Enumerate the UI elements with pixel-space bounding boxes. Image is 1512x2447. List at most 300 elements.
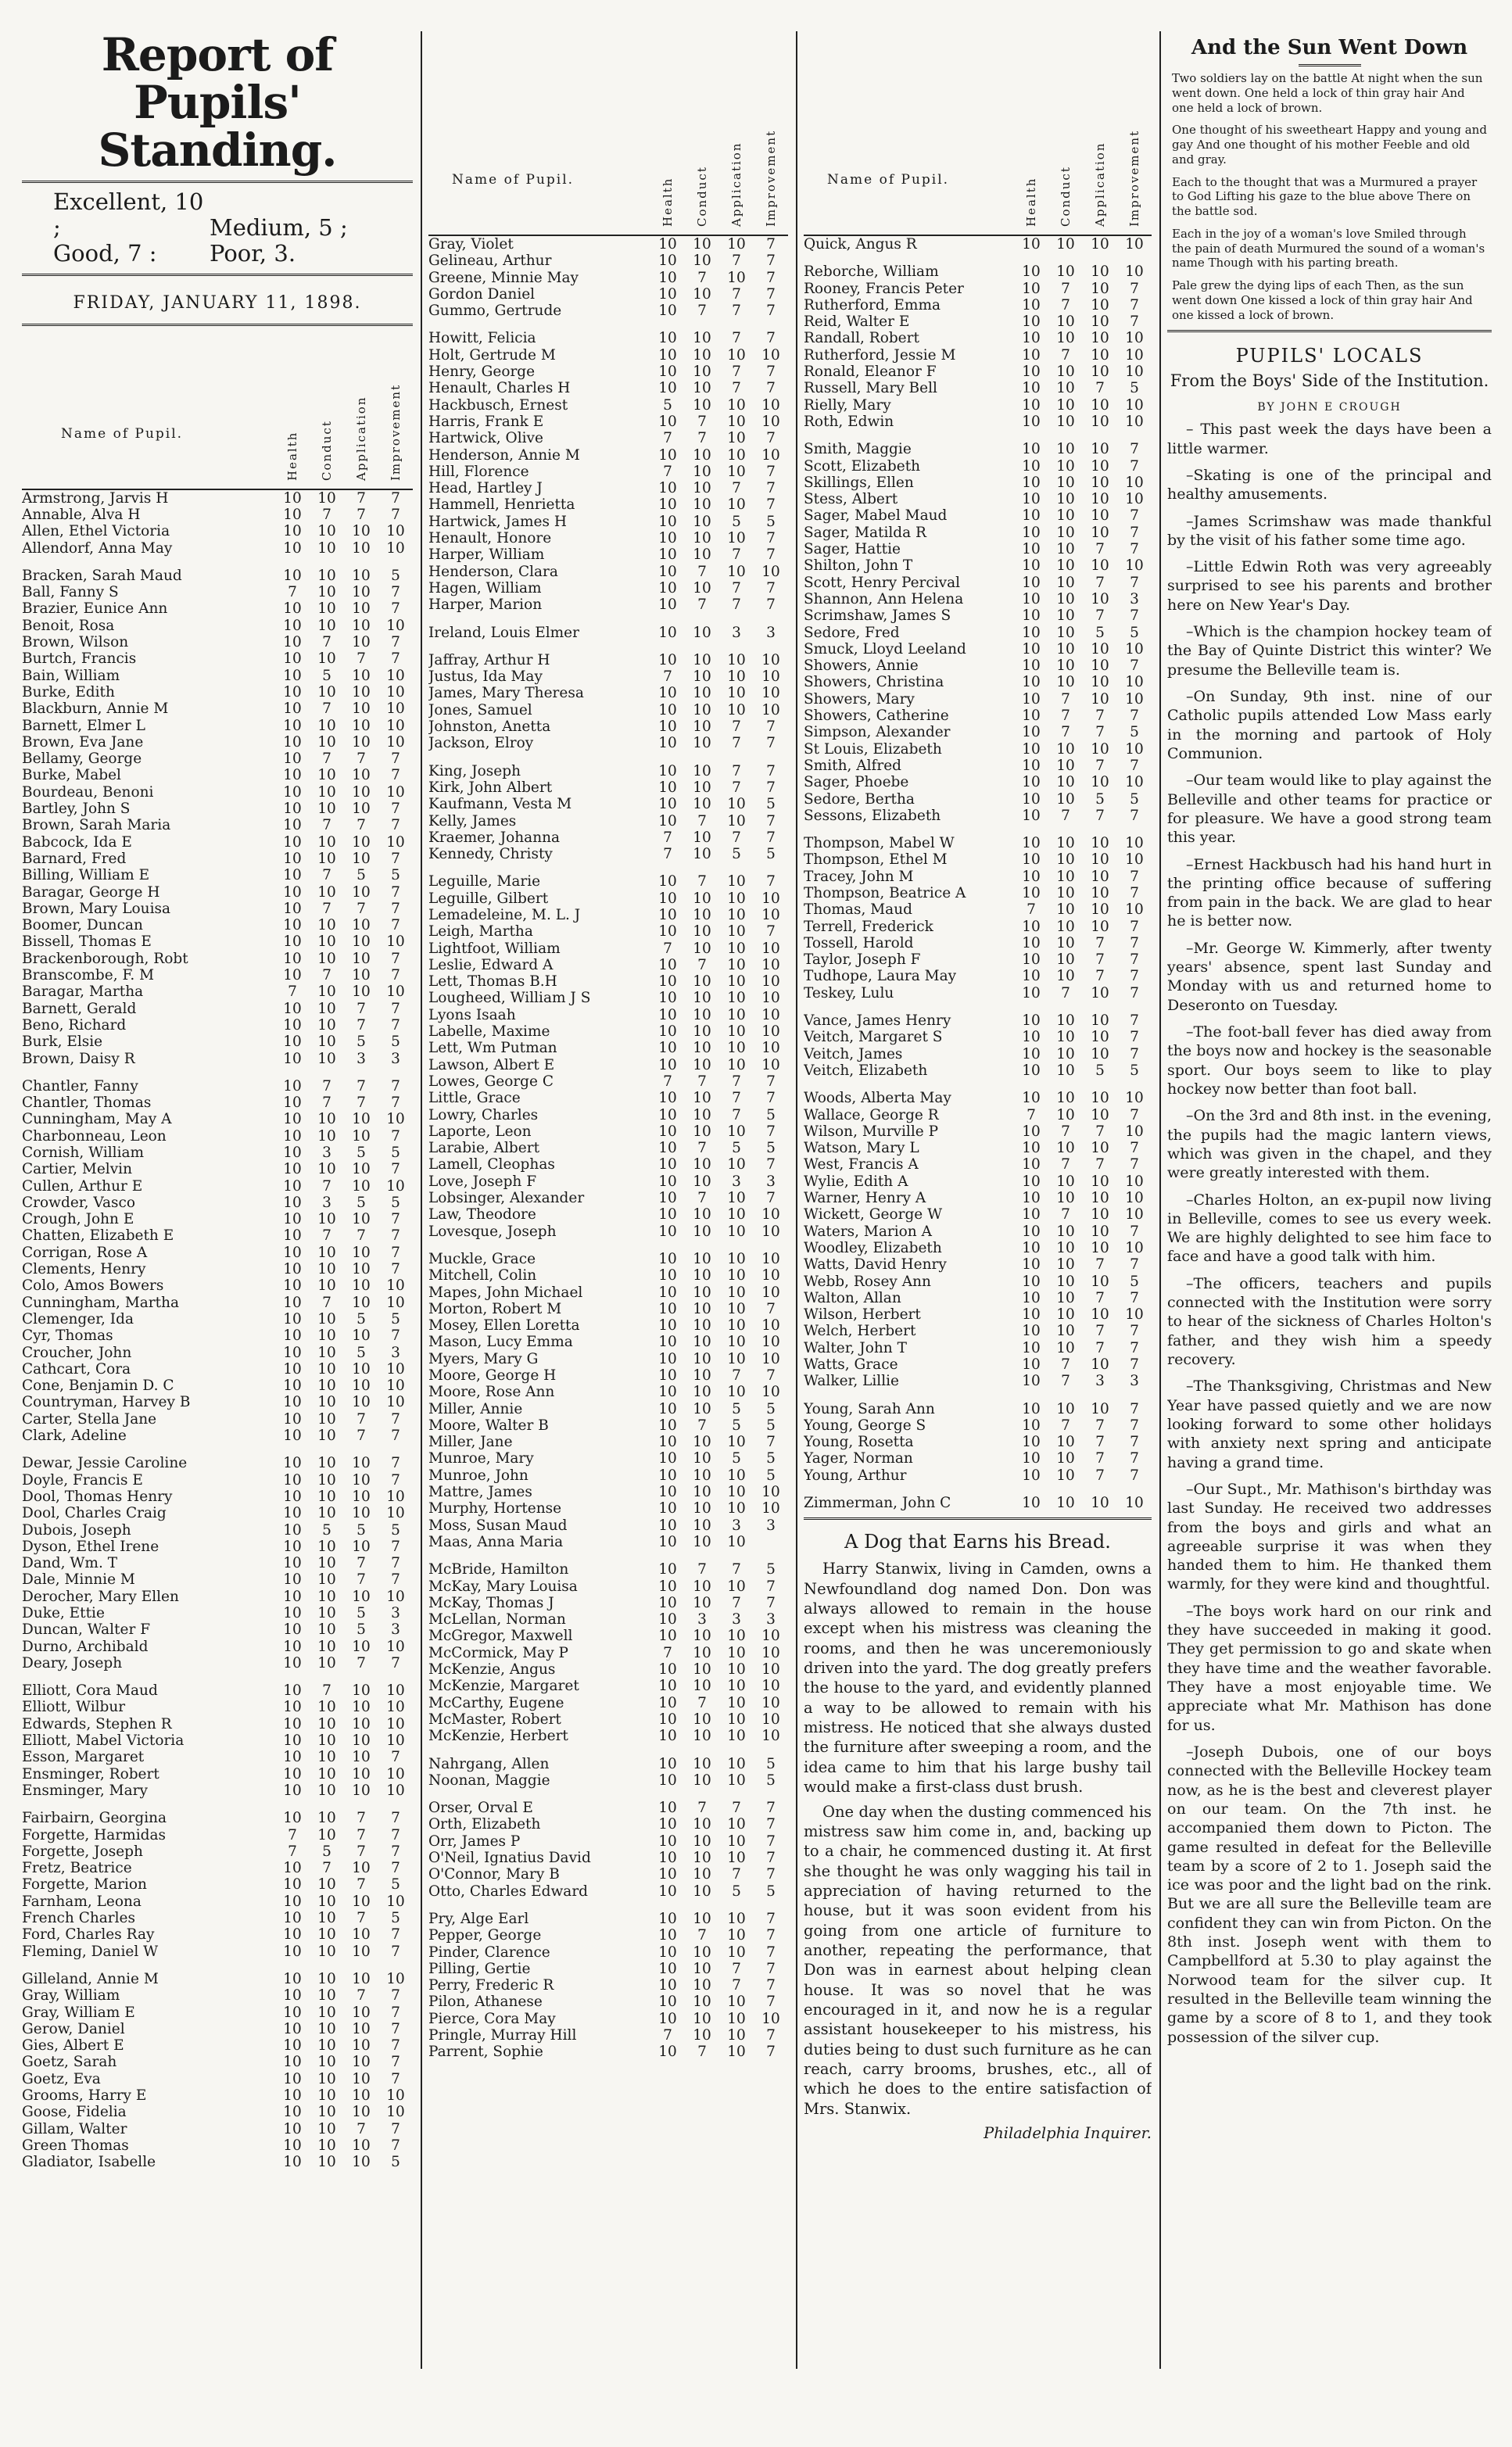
pupil-row (428, 1800, 788, 1816)
score-conduct: 10 (317, 717, 336, 734)
grade-excellent: Excellent, 10 ; (53, 188, 204, 242)
pupil-row (428, 1883, 788, 1900)
score-health: 10 (283, 733, 302, 751)
score-improvement: 7 (766, 330, 776, 347)
score-application: 10 (352, 1715, 371, 1732)
score-application: 7 (1095, 807, 1105, 824)
pupil-name: Jaffray, Arthur H (428, 651, 550, 668)
score-application: 10 (352, 767, 371, 784)
score-application: 10 (352, 683, 371, 700)
score-conduct: 7 (322, 1177, 331, 1195)
pupil-name: Durno, Archibald (22, 1638, 149, 1655)
score-application: 10 (352, 600, 371, 618)
score-health: 10 (1022, 1190, 1041, 1207)
score-conduct: 10 (1056, 1045, 1075, 1062)
score-health: 10 (283, 917, 302, 934)
group-gap (804, 1484, 1152, 1495)
score-health: 10 (1022, 640, 1041, 657)
col-application-header: Application (729, 142, 743, 227)
score-conduct: 10 (1056, 1495, 1075, 1512)
score-conduct: 10 (1056, 263, 1075, 281)
score-application: 7 (1095, 724, 1105, 741)
score-conduct: 7 (697, 1140, 707, 1157)
pupil-name: Walker, Lillie (804, 1373, 899, 1390)
pupil-name: Bellamy, George (22, 751, 142, 768)
score-health: 10 (283, 833, 302, 851)
pupil-name: Bissell, Thomas E (22, 933, 152, 951)
score-conduct: 10 (693, 906, 711, 923)
pupil-row (22, 1749, 413, 1765)
score-health: 10 (283, 1749, 302, 1766)
score-improvement: 10 (761, 1284, 780, 1301)
score-health: 10 (658, 346, 677, 364)
pupil-row (22, 1111, 413, 1127)
pupil-name: Lett, Thomas B.H (428, 973, 557, 991)
score-improvement: 10 (386, 783, 405, 801)
score-application: 10 (727, 1190, 746, 1207)
score-health: 10 (658, 779, 677, 796)
score-health: 10 (658, 1500, 677, 1517)
score-conduct: 7 (322, 634, 331, 651)
pupil-name: Nahrgang, Allen (428, 1755, 550, 1772)
score-application: 10 (1091, 1106, 1109, 1123)
pupil-name: Smuck, Lloyd Leeland (804, 640, 966, 657)
pupil-name: Forgette, Harmidas (22, 1826, 167, 1843)
pupil-name: Head, Hartley J (428, 480, 543, 497)
score-improvement: 5 (391, 867, 400, 884)
score-conduct: 10 (693, 1678, 711, 1695)
score-improvement: 7 (1130, 1450, 1139, 1467)
score-application: 7 (357, 1077, 366, 1095)
score-health: 10 (658, 1056, 677, 1073)
score-improvement: 7 (391, 967, 400, 984)
score-health: 10 (283, 1732, 302, 1750)
pupil-row (428, 1994, 788, 2010)
pupil-name: Showers, Christina (804, 674, 944, 691)
score-conduct: 10 (1056, 491, 1075, 508)
score-application: 5 (732, 1417, 741, 1434)
pupil-row (22, 1178, 413, 1195)
pupil-row (22, 2054, 413, 2070)
score-improvement: 7 (1130, 607, 1139, 625)
score-application: 10 (352, 1161, 371, 1178)
pupil-row (804, 557, 1152, 574)
pupil-row (804, 691, 1152, 708)
score-conduct: 7 (1061, 1206, 1070, 1224)
pupil-name: Grooms, Harry E (22, 2087, 147, 2105)
score-health: 10 (283, 2070, 302, 2087)
score-improvement: 7 (766, 2026, 776, 2044)
pupil-row (428, 1850, 788, 1866)
pupil-row (22, 1295, 413, 1311)
score-health: 10 (1022, 951, 1041, 969)
pupil-name: Ireland, Louis Elmer (428, 624, 579, 641)
score-application: 10 (1091, 346, 1109, 364)
score-conduct: 10 (317, 1211, 336, 1228)
group-gap (804, 1390, 1152, 1401)
score-conduct: 10 (693, 546, 711, 564)
pupil-name: Jones, Samuel (428, 701, 532, 718)
score-conduct: 10 (317, 1378, 336, 1395)
score-conduct: 7 (1061, 984, 1070, 1001)
score-application: 10 (727, 1206, 746, 1224)
pupil-name: Smith, Maggie (804, 441, 912, 458)
pupil-name: French Charles (22, 1910, 136, 1927)
pupil-name: Henault, Charles H (428, 380, 571, 397)
pupil-name: Duke, Ettie (22, 1605, 105, 1621)
score-application: 7 (357, 1987, 366, 2005)
score-application: 10 (352, 1505, 371, 1522)
score-health: 10 (658, 1561, 677, 1578)
pupil-name: Baragar, George H (22, 883, 160, 901)
score-health: 10 (283, 667, 302, 684)
score-conduct: 10 (693, 796, 711, 813)
pupil-name: Boomer, Duncan (22, 917, 143, 934)
score-application: 5 (357, 1034, 366, 1051)
score-conduct: 3 (322, 1144, 331, 1161)
score-conduct: 10 (317, 1488, 336, 1505)
score-conduct: 10 (693, 624, 711, 641)
standings-list-2 (428, 236, 788, 2061)
score-application: 10 (352, 1926, 371, 1944)
pupil-row (428, 597, 788, 613)
score-conduct: 10 (693, 1661, 711, 1679)
score-improvement: 7 (391, 1749, 400, 1766)
score-conduct: 10 (317, 917, 336, 934)
score-health: 10 (283, 1095, 302, 1112)
score-improvement: 7 (391, 489, 400, 507)
score-conduct: 10 (317, 1571, 336, 1589)
score-application: 10 (352, 1860, 371, 1877)
score-health: 10 (1022, 1173, 1041, 1190)
score-improvement: 7 (391, 600, 400, 618)
pupil-name: Watts, Grace (804, 1356, 898, 1373)
pupil-name: Branscombe, F. M (22, 967, 155, 984)
pupil-name: Bartley, John S (22, 801, 131, 818)
group-gap (22, 1960, 413, 1971)
score-improvement: 7 (766, 762, 776, 779)
score-application: 10 (727, 236, 746, 253)
score-application: 7 (1095, 968, 1105, 985)
score-health: 10 (283, 1926, 302, 1944)
pupil-row (428, 1977, 788, 1994)
score-health: 7 (663, 668, 672, 686)
pupil-row (22, 1034, 413, 1050)
pupil-row (22, 951, 413, 967)
pupil-row (22, 1571, 413, 1588)
score-improvement: 7 (766, 1594, 776, 1611)
score-application: 10 (727, 973, 746, 991)
score-conduct: 10 (317, 1538, 336, 1555)
score-improvement: 7 (766, 579, 776, 597)
score-health: 10 (658, 1533, 677, 1550)
pupil-row (428, 1711, 788, 1728)
score-application: 10 (1091, 1495, 1109, 1512)
pupil-row (428, 1206, 788, 1223)
score-health: 10 (1022, 1029, 1041, 1046)
pupil-row (428, 1534, 788, 1550)
score-health: 7 (1027, 1106, 1036, 1123)
score-application: 10 (352, 1261, 371, 1278)
score-improvement: 7 (391, 1161, 400, 1178)
pupil-row (22, 1589, 413, 1605)
score-improvement: 7 (391, 1077, 400, 1095)
score-conduct: 10 (317, 783, 336, 801)
score-health: 10 (283, 1605, 302, 1621)
score-health: 10 (658, 1173, 677, 1190)
report-title: Report of Pupils' Standing. (98, 31, 337, 177)
pupil-name: Woods, Alberta May (804, 1090, 951, 1107)
score-application: 10 (352, 1127, 371, 1145)
pupil-name: Hammell, Henrietta (428, 496, 575, 514)
pupil-name: Kirk, John Albert (428, 779, 553, 796)
score-conduct: 10 (693, 1910, 711, 1927)
pupil-name: Thompson, Mabel W (804, 835, 955, 852)
score-conduct: 10 (693, 1090, 711, 1107)
score-health: 10 (658, 1833, 677, 1850)
score-conduct: 10 (1056, 774, 1075, 791)
pupil-row (428, 796, 788, 812)
score-application: 7 (1095, 951, 1105, 969)
score-improvement: 3 (766, 1517, 776, 1534)
pupil-row (22, 784, 413, 801)
pupil-row (428, 480, 788, 496)
local-item: –Joseph Dubois, one of our boys connected with the Belleville Hockey team now, as he is the best and cleverest player on our team. On the 7th inst. he accompanied them down to Picton. The game resulted in defeat for the Belleville team by a score of 2 to 1. Joseph said the ice was poor and the light bad on the rink. But we are all sure the Belleville team are confident they can win from Picton. On the 8th inst. Joseph went with them to Campbellford at 5.30 to play against the Norwood team for the silver cup. It resulted in the Belleville team winning the game by a score of 8 to 1, and they took possession of the silver cup. (1167, 1743, 1492, 2046)
score-application: 10 (727, 413, 746, 430)
score-conduct: 7 (697, 956, 707, 973)
score-application: 10 (352, 1244, 371, 1261)
score-conduct: 10 (693, 973, 711, 991)
score-conduct: 10 (1056, 474, 1075, 491)
pupil-row (428, 829, 788, 846)
pupil-row (22, 767, 413, 783)
pupil-row (428, 464, 788, 480)
score-conduct: 10 (317, 1970, 336, 1987)
score-health: 10 (1022, 1495, 1041, 1512)
score-conduct: 10 (317, 1261, 336, 1278)
pupil-row (22, 668, 413, 684)
score-improvement: 7 (766, 1960, 776, 1977)
score-application: 7 (732, 364, 741, 381)
score-application: 10 (1091, 1306, 1109, 1324)
pupil-row (428, 1450, 788, 1467)
pupil-row (804, 507, 1152, 524)
score-health: 10 (1022, 491, 1041, 508)
score-application: 5 (1095, 624, 1105, 641)
score-improvement: 7 (1130, 1323, 1139, 1340)
pupil-row (22, 1211, 413, 1227)
group-gap (428, 1745, 788, 1756)
pupil-name: Veitch, Margaret S (804, 1029, 943, 1046)
score-conduct: 10 (1056, 884, 1075, 901)
score-improvement: 7 (391, 1127, 400, 1145)
score-improvement: 10 (386, 667, 405, 684)
pupil-name: Henderson, Annie M (428, 446, 580, 464)
pupil-name: Tudhope, Laura May (804, 968, 957, 985)
pupil-row (22, 1489, 413, 1505)
pupil-name: Gladiator, Isabelle (22, 2154, 156, 2171)
score-application: 10 (727, 1944, 746, 1961)
score-conduct: 7 (322, 1860, 331, 1877)
score-conduct: 10 (693, 1755, 711, 1772)
score-health: 10 (658, 1661, 677, 1679)
score-improvement: 10 (386, 717, 405, 734)
score-improvement: 7 (766, 1977, 776, 1994)
pupil-row (22, 1876, 413, 1893)
score-conduct: 10 (317, 1000, 336, 1017)
score-conduct: 10 (693, 890, 711, 907)
score-improvement: 7 (391, 584, 400, 601)
score-conduct: 10 (693, 480, 711, 497)
pupil-name: McLellan, Norman (428, 1611, 566, 1628)
pupil-name: Love, Joseph F (428, 1173, 537, 1190)
pupil-row (22, 2154, 413, 2170)
pupil-row (428, 940, 788, 957)
score-application: 10 (352, 1943, 371, 1960)
score-health: 10 (283, 2054, 302, 2071)
score-conduct: 10 (317, 1715, 336, 1732)
pupil-name: Cone, Benjamin D. C (22, 1378, 174, 1395)
pupil-name: Mason, Lucy Emma (428, 1334, 573, 1351)
divider (22, 181, 413, 183)
score-health: 10 (1022, 1090, 1041, 1107)
score-improvement: 10 (761, 1267, 780, 1284)
pupil-row (804, 414, 1152, 430)
score-improvement: 7 (766, 253, 776, 270)
pupil-name: Brown, Eva Jane (22, 733, 144, 751)
score-health: 10 (1022, 934, 1041, 951)
score-application: 10 (352, 1111, 371, 1128)
pupil-row (22, 1605, 413, 1621)
pupil-row (22, 718, 413, 734)
score-conduct: 10 (317, 1555, 336, 1572)
pupil-row (428, 923, 788, 940)
score-conduct: 10 (693, 1994, 711, 2011)
score-improvement: 5 (766, 1883, 776, 1900)
score-application: 10 (1091, 1173, 1109, 1190)
score-improvement: 7 (391, 917, 400, 934)
score-conduct: 10 (1056, 1062, 1075, 1079)
score-health: 10 (1022, 968, 1041, 985)
score-application: 10 (727, 1006, 746, 1023)
score-improvement: 10 (761, 973, 780, 991)
score-conduct: 5 (322, 1521, 331, 1539)
score-health: 10 (1022, 807, 1041, 824)
pupil-row (22, 650, 413, 667)
pupil-row (22, 933, 413, 950)
score-conduct: 10 (693, 1816, 711, 1833)
col-conduct-header: Conduct (695, 166, 709, 227)
score-application: 10 (1091, 296, 1109, 313)
score-health: 10 (283, 1555, 302, 1572)
pupil-row (22, 1505, 413, 1521)
score-conduct: 7 (697, 563, 707, 580)
score-health: 10 (658, 1223, 677, 1240)
score-conduct: 10 (1056, 851, 1075, 869)
score-conduct: 10 (1056, 557, 1075, 575)
score-application: 10 (727, 1910, 746, 1927)
score-conduct: 10 (693, 1944, 711, 1961)
score-health: 10 (283, 507, 302, 523)
score-conduct: 10 (693, 762, 711, 779)
score-application: 10 (352, 1488, 371, 1505)
score-improvement: 7 (391, 1555, 400, 1572)
score-conduct: 10 (317, 1394, 336, 1411)
score-application: 10 (352, 1732, 371, 1750)
pupil-row (804, 1062, 1152, 1079)
score-health: 10 (283, 1810, 302, 1827)
score-health: 10 (283, 1394, 302, 1411)
local-item: –The Thanksgiving, Christmas and New Year have passed quietly and we are now looking forward to some other holidays with anxiety next spring and anticipate having a grand time. (1167, 1378, 1492, 1471)
pupil-name: Sedore, Fred (804, 624, 900, 641)
score-health: 10 (658, 1156, 677, 1173)
score-conduct: 3 (697, 1611, 707, 1628)
score-conduct: 10 (1056, 918, 1075, 935)
score-conduct: 10 (693, 530, 711, 547)
score-health: 10 (658, 1816, 677, 1833)
score-improvement: 10 (1125, 1495, 1144, 1512)
score-application: 5 (732, 1400, 741, 1417)
score-application: 10 (727, 1317, 746, 1335)
pupil-name: Scott, Elizabeth (804, 457, 921, 475)
score-health: 10 (283, 1538, 302, 1555)
pupil-name: Vance, James Henry (804, 1012, 951, 1030)
score-application: 10 (352, 523, 371, 540)
pupil-row (22, 1261, 413, 1277)
pupil-name: Noonan, Maggie (428, 1772, 550, 1789)
score-conduct: 5 (322, 667, 331, 684)
score-conduct: 10 (317, 1111, 336, 1128)
score-application: 10 (352, 1455, 371, 1472)
score-health: 10 (283, 1860, 302, 1877)
score-improvement: 7 (1130, 1140, 1139, 1157)
score-improvement: 10 (386, 1732, 405, 1750)
score-improvement: 7 (391, 1987, 400, 2005)
score-application: 10 (727, 1728, 746, 1745)
score-application: 7 (357, 1000, 366, 1017)
col-name-header: Name of Pupil. (827, 172, 950, 188)
pupil-row (22, 1732, 413, 1749)
score-improvement: 10 (386, 1715, 405, 1732)
score-health: 10 (658, 253, 677, 270)
score-application: 3 (732, 1173, 741, 1190)
pupil-row (428, 530, 788, 546)
score-conduct: 7 (322, 1095, 331, 1112)
score-health: 10 (658, 1417, 677, 1434)
pupil-name: Hackbusch, Ernest (428, 396, 568, 414)
pupil-row (22, 1766, 413, 1782)
score-health: 10 (658, 1467, 677, 1484)
standings-list-3 (804, 236, 1152, 1511)
score-conduct: 10 (317, 2137, 336, 2154)
pupil-row (804, 758, 1152, 774)
pupil-row (428, 330, 788, 346)
pupil-name: Zimmerman, John C (804, 1495, 951, 1512)
pupil-row (428, 1123, 788, 1140)
score-conduct: 10 (693, 496, 711, 514)
score-health: 10 (283, 1654, 302, 1671)
score-improvement: 7 (1130, 457, 1139, 475)
score-health: 10 (283, 1782, 302, 1799)
score-improvement: 7 (766, 1367, 776, 1384)
pupil-name: Mapes, John Michael (428, 1284, 583, 1301)
score-health: 7 (663, 940, 672, 957)
score-health: 10 (658, 873, 677, 890)
pupil-name: Lamell, Cleophas (428, 1156, 555, 1173)
score-health: 10 (283, 1277, 302, 1295)
pupil-row (428, 496, 788, 513)
score-conduct: 10 (693, 1594, 711, 1611)
